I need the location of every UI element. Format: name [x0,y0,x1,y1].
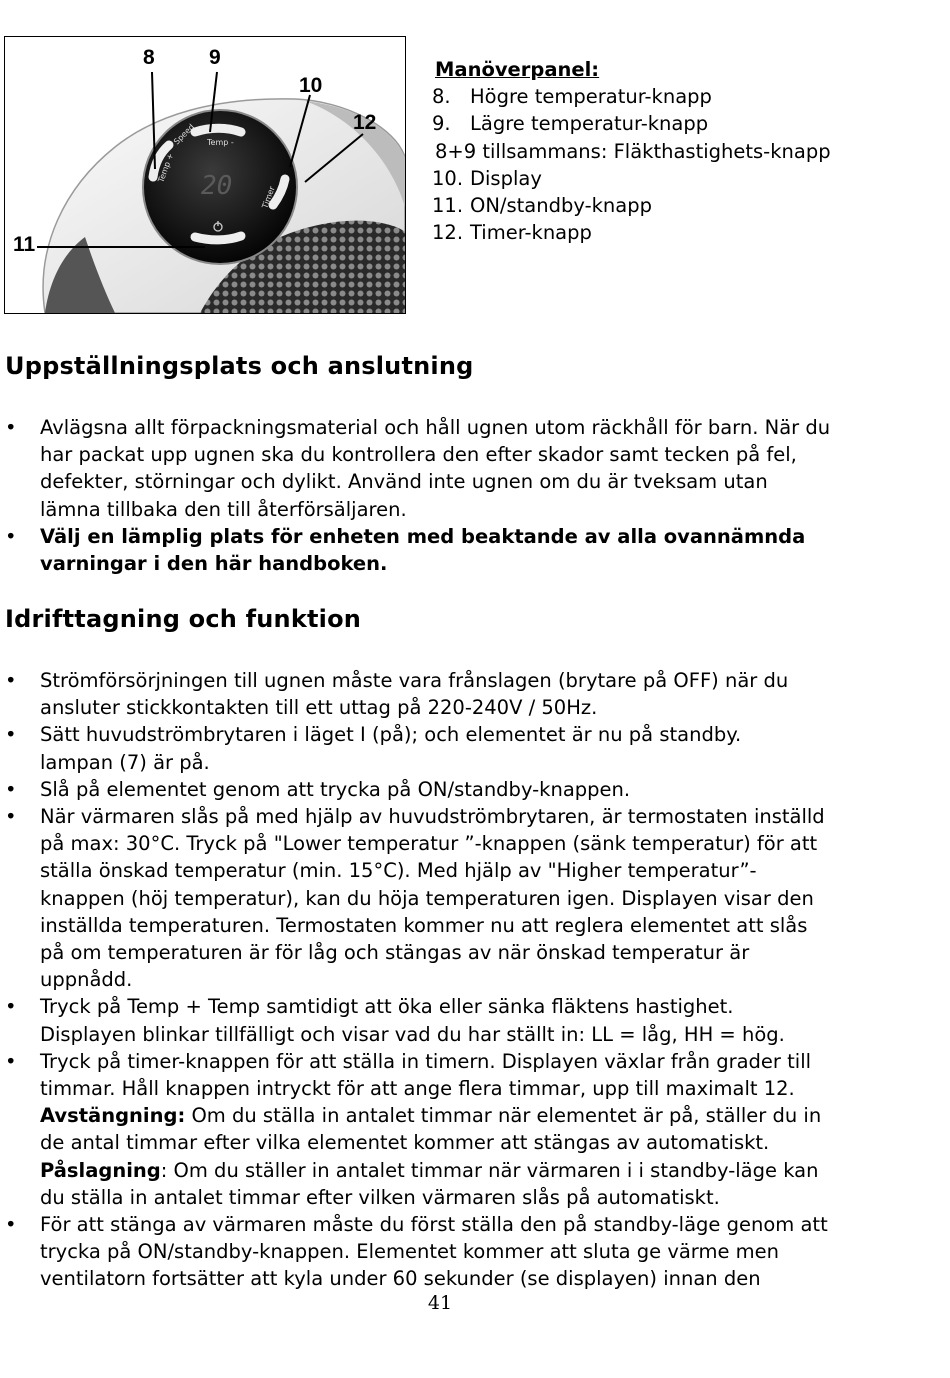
bullet-icon: • [5,524,17,548]
list-item [0,803,900,993]
text-line: Tryck på timer-knappen för att ställa in timern. Displayen växlar från grader till [40,1049,812,1073]
temp-minus-label: Temp - [207,138,234,147]
text-line: timmar. Håll knappen intryckt för att ange flera timmar, upp till maximalt 12. [40,1077,795,1101]
text-line: varningar i den här handboken. [40,552,388,576]
callout-10: 10 [299,74,323,97]
legend-item [432,165,831,192]
temp-minus-button[interactable] [195,128,241,132]
callout-8: 8 [143,46,155,69]
timer-label: Timer [260,185,277,210]
callout-11: 11 [13,233,36,256]
callout-9: 9 [209,46,221,69]
section-heading-placement: Uppställningsplats och anslutning [5,352,474,380]
legend-item-number: 10. [432,166,464,190]
control-panel-legend [432,56,831,246]
text-span: Om du ställa in antalet timmar när elementet är på, ställer du in [185,1104,822,1128]
text-line: Tryck på Temp + Temp samtidigt att öka eller sänka fläktens hastighet. [40,995,734,1019]
legend-item-number: 8. [432,85,451,109]
display-readout: 20 [201,171,233,201]
legend-item [432,192,831,219]
text-line: ansluter stickkontakten till ett uttag på 220-240V / 50Hz. [40,696,598,720]
text-line: När värmaren slås på med hjälp av huvudströmbrytaren, är termostaten inställd [40,805,825,829]
heater-illustration [5,37,405,313]
text-line: på om temperaturen är för låg och stängas av när önskad temperatur är [40,941,750,965]
page-number: 41 [427,1292,453,1314]
text-line: uppnådd. [40,968,133,992]
legend-item [432,83,831,110]
list-item [0,776,900,803]
text-line: lampan (7) är på. [40,750,210,774]
legend-item-number: 12. [432,221,464,245]
text-line: lämna tillbaka den till återförsäljaren. [40,497,407,521]
bullet-icon: • [5,723,17,747]
text-line: de antal timmar efter vilka elementet kommer att stängas av automatiskt. [40,1131,770,1155]
list-item [0,523,900,577]
text-line: trycka på ON/standby-knappen. Elementet kommer att sluta ge värme men [40,1240,780,1264]
operation-list [0,667,900,1293]
off-label: Avstängning: [40,1104,186,1128]
bullet-icon: • [5,777,17,801]
temp-plus-label: Temp + [156,151,176,184]
legend-item-text: 8+9 tillsammans: Fläkthastighets-knapp [435,139,831,163]
legend-item [432,219,831,246]
legend-item-text: Display [470,166,542,190]
text-line: Displayen blinkar tillfälligt och visar vad du har ställt in: LL = låg, HH = hög. [40,1022,785,1046]
text-line: inställda temperaturen. Termostaten kommer nu att reglera elementet att slås [40,913,808,937]
legend-item-number: 11. [432,194,464,218]
text-line: ställa önskad temperatur (min. 15°C). Med hjälp av "Higher temperatur”- [40,859,757,883]
speed-label: Speed [172,122,197,147]
legend-item-text: Lägre temperatur-knapp [470,112,709,136]
bullet-icon: • [5,1049,17,1073]
text-line [40,1157,900,1184]
legend-item-text: Högre temperatur-knapp [470,85,712,109]
text-span: : Om du ställer in antalet timmar när värmaren i i standby-läge kan [160,1158,819,1182]
text-line: För att stänga av värmaren måste du först ställa den på standby-läge genom att [40,1213,828,1237]
text-line: Avlägsna allt förpackningsmaterial och håll ugnen utom räckhåll för barn. När du [40,416,831,439]
legend-item [432,138,831,165]
legend-item-number: 9. [432,112,451,136]
list-item [0,667,900,721]
callout-12: 12 [353,111,377,134]
legend-item-text: ON/standby-knapp [470,194,652,218]
text-line: på max: 30°C. Tryck på "Lower temperatur ”-knappen (sänk temperatur) för att [40,832,818,856]
list-item [0,414,900,523]
list-item [0,1048,900,1211]
on-label: Påslagning [40,1158,161,1182]
on-standby-button[interactable] [195,236,241,240]
section-heading-operation: Idrifttagning och funktion [5,605,362,633]
list-item [0,1211,900,1293]
bullet-icon: • [5,669,17,692]
text-line [40,1102,900,1129]
control-panel-figure [4,36,406,314]
text-line: defekter, störningar och dylikt. Använd inte ugnen om du är tveksam utan [40,470,768,494]
text-line: Välj en lämplig plats för enheten med beaktande av alla ovannämnda [40,524,806,548]
bullet-icon: • [5,416,17,439]
legend-item-text: Timer-knapp [470,221,592,245]
list-item [0,721,900,775]
legend-item [432,110,831,137]
text-line: du ställa in antalet timmar efter vilken värmaren slås på automatiskt. [40,1185,720,1209]
text-line: ventilatorn fortsätter att kyla under 60 sekunder (se displayen) innan den [40,1267,761,1291]
bullet-icon: • [5,1213,17,1237]
text-line: Strömförsörjningen till ugnen måste vara frånslagen (brytare på OFF) när du [40,669,789,692]
bullet-icon: • [5,805,17,829]
text-line: Slå på elementet genom att trycka på ON/standby-knappen. [40,777,631,801]
placement-list [0,414,900,577]
list-item [0,993,900,1047]
bullet-icon: • [5,995,17,1019]
text-line: Sätt huvudströmbrytaren i läget I (på); och elementet är nu på standby. [40,723,742,747]
text-line: knappen (höj temperatur), kan du höja temperaturen igen. Displayen visar den [40,886,814,910]
text-line: har packat upp ugnen ska du kontrollera den efter skador samt tecken på fel, [40,443,797,467]
legend-title: Manöverpanel: [435,58,600,81]
